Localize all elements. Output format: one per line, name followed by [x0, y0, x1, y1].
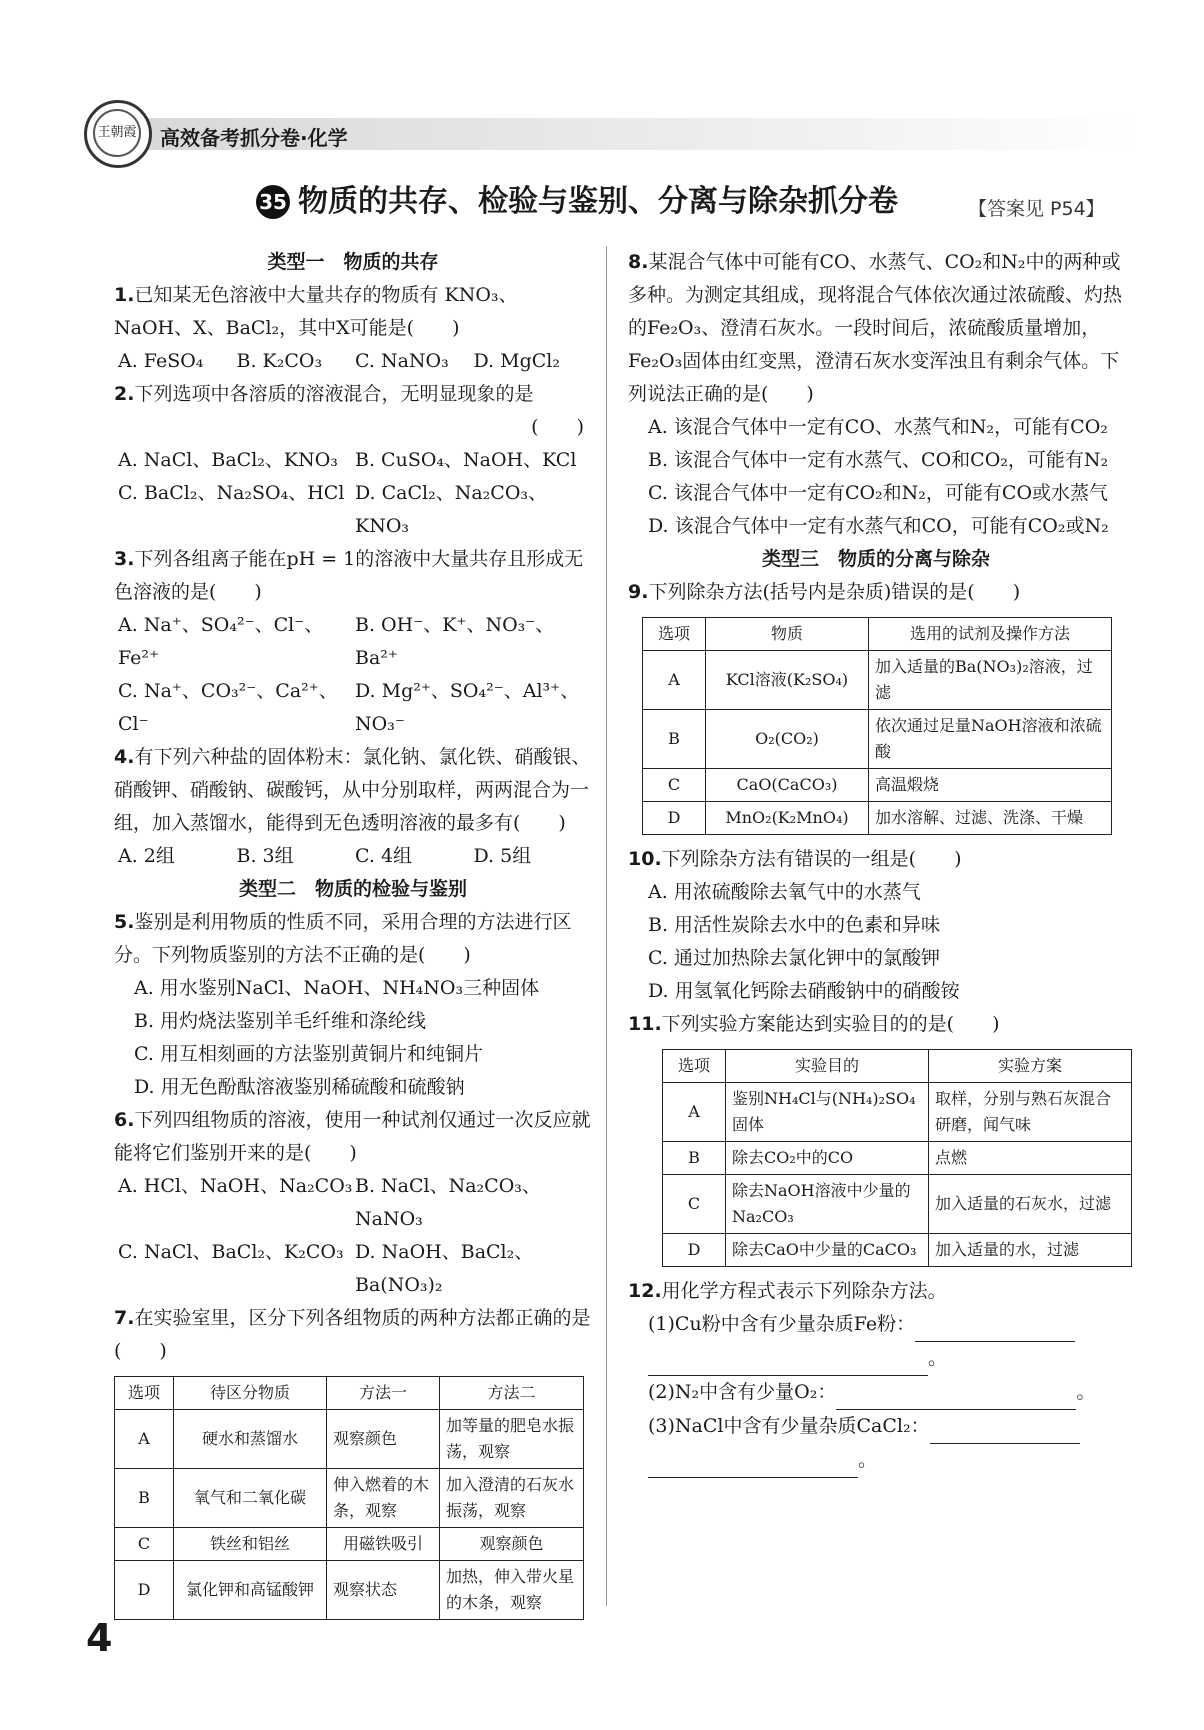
table-cell: 取样，分别与熟石灰混合研磨，闻气味 [929, 1083, 1132, 1142]
sub-question-1-cont [628, 1342, 1124, 1376]
option-a[interactable]: A. NaCl、BaCl₂、KNO₃ [118, 449, 338, 471]
sub-question-1 [628, 1308, 1124, 1342]
option-b[interactable]: B. 用灼烧法鉴别羊毛纤维和涤纶线 [134, 1010, 427, 1032]
section-heading: 类型三 物质的分离与除杂 [761, 548, 990, 570]
option-b[interactable]: B. CuSO₄、NaOH、KCl [355, 449, 577, 471]
table-cell: D [115, 1561, 174, 1620]
option-d[interactable]: D. NaOH、BaCl₂、Ba(NO₃)₂ [355, 1241, 534, 1296]
table-header: 实验目的 [726, 1050, 929, 1083]
title-number: 35 [256, 185, 290, 219]
question-number: 3. [114, 548, 135, 570]
question-text: 在实验室里，区分下列各组物质的两种方法都正确的是( ) [114, 1307, 591, 1362]
option-c[interactable]: C. NaCl、BaCl₂、K₂CO₃ [118, 1241, 344, 1263]
table-cell: C [643, 769, 706, 802]
option-b[interactable]: B. OH⁻、K⁺、NO₃⁻、Ba²⁺ [355, 614, 555, 669]
table-cell: 除去CaO中少量的CaCO₃ [726, 1234, 929, 1267]
page-title [256, 176, 898, 220]
question-2 [114, 378, 592, 543]
table-header: 选项 [115, 1377, 174, 1410]
table-row [663, 1083, 1132, 1142]
publisher-logo [84, 100, 152, 168]
question-number: 12. [628, 1280, 662, 1302]
answer-blank[interactable] [648, 1342, 928, 1376]
answer-paren: ( ) [531, 416, 584, 438]
sub-question-2 [628, 1376, 1124, 1410]
option-d[interactable]: D. 用氢氧化钙除去硝酸钠中的硝酸铵 [648, 980, 960, 1002]
question-6 [114, 1104, 592, 1302]
question-8 [628, 246, 1124, 543]
option-a[interactable]: A. FeSO₄ [118, 350, 204, 372]
table-row [115, 1528, 584, 1561]
options [114, 609, 592, 741]
option-d[interactable]: D. Mg²⁺、SO₄²⁻、Al³⁺、NO₃⁻ [355, 680, 580, 735]
table-cell: C [663, 1175, 726, 1234]
table-cell: 氯化钾和高锰酸钾 [174, 1561, 327, 1620]
question-number: 1. [114, 284, 135, 306]
answer-blank[interactable] [915, 1308, 1075, 1342]
table-cell: 铁丝和铝丝 [174, 1528, 327, 1561]
table-cell: B [115, 1469, 174, 1528]
table-cell: A [663, 1083, 726, 1142]
option-d[interactable]: D. 用无色酚酞溶液鉴别稀硫酸和硫酸钠 [134, 1076, 465, 1098]
table-cell: O₂(CO₂) [706, 710, 869, 769]
option-b[interactable]: B. K₂CO₃ [236, 350, 323, 372]
option-d[interactable]: D. CaCl₂、Na₂CO₃、KNO₃ [355, 482, 548, 537]
table-cell: 除去CO₂中的CO [726, 1142, 929, 1175]
table-cell: A [643, 651, 706, 710]
option-c[interactable]: C. 用互相刻画的方法鉴别黄铜片和纯铜片 [134, 1043, 483, 1065]
table-cell: 高温煅烧 [869, 769, 1112, 802]
sub-question-text: (2)N₂中含有少量O₂： [648, 1381, 837, 1403]
section-heading: 类型一 物质的共存 [267, 251, 439, 273]
table-cell: 观察状态 [327, 1561, 440, 1620]
table-header: 选项 [643, 618, 706, 651]
period: 。 [928, 1347, 948, 1369]
question-text: 有下列六种盐的固体粉末：氯化钠、氯化铁、硝酸银、硝酸钾、硝酸钠、碳酸钙，从中分别取样，两两混合为一组，加入蒸馏水，能得到无色透明溶液的最多有( ) [114, 746, 591, 834]
table-cell: D [643, 802, 706, 835]
table-cell: 加水溶解、过滤、洗涤、干燥 [869, 802, 1112, 835]
table-cell: KCl溶液(K₂SO₄) [706, 651, 869, 710]
question-text: 下列选项中各溶质的溶液混合，无明显现象的是 [134, 383, 534, 405]
sub-question-text: (3)NaCl中含有少量杂质CaCl₂： [648, 1415, 930, 1437]
question-text: 下列除杂方法(括号内是杂质)错误的是( ) [648, 581, 1021, 603]
table-cell: 观察颜色 [440, 1528, 584, 1561]
question-text: 用化学方程式表示下列除杂方法。 [661, 1280, 947, 1302]
q7-table [114, 1376, 584, 1620]
table-cell: 观察颜色 [327, 1410, 440, 1469]
question-number: 7. [114, 1307, 135, 1329]
table-cell: A [115, 1410, 174, 1469]
table-row [643, 769, 1112, 802]
table-cell: CaO(CaCO₃) [706, 769, 869, 802]
question-number: 6. [114, 1109, 135, 1131]
option-c[interactable]: C. 通过加热除去氯化钾中的氯酸钾 [648, 947, 940, 969]
question-12 [628, 1275, 1124, 1478]
sub-question-3-cont [628, 1444, 1124, 1478]
answer-blank[interactable] [930, 1410, 1080, 1444]
sub-question-3 [628, 1410, 1124, 1444]
table-cell: 除去NaOH溶液中少量的Na₂CO₃ [726, 1175, 929, 1234]
question-number: 4. [114, 746, 135, 768]
table-cell: D [663, 1234, 726, 1267]
question-9 [628, 576, 1124, 835]
table-header: 物质 [706, 618, 869, 651]
table-row [643, 710, 1112, 769]
options [114, 1170, 592, 1302]
question-number: 8. [628, 251, 649, 273]
question-10 [628, 843, 1124, 1008]
logo-text: 王朝霞 [93, 109, 141, 157]
option-d[interactable]: D. 5组 [473, 845, 532, 867]
table-header-row [643, 618, 1112, 651]
answer-blank[interactable] [836, 1376, 1076, 1410]
q11-table [662, 1049, 1132, 1267]
question-text: 下列各组离子能在pH = 1的溶液中大量共存且形成无色溶液的是( ) [114, 548, 584, 603]
option-a[interactable]: A. 用水鉴别NaCl、NaOH、NH₄NO₃三种固体 [134, 977, 540, 999]
table-cell: 加入适量的Ba(NO₃)₂溶液，过滤 [869, 651, 1112, 710]
table-cell: 硬水和蒸馏水 [174, 1410, 327, 1469]
table-row [115, 1561, 584, 1620]
question-4 [114, 741, 592, 873]
option-a[interactable]: A. Na⁺、SO₄²⁻、Cl⁻、Fe²⁺ [118, 614, 324, 669]
question-3 [114, 543, 592, 741]
period: 。 [858, 1449, 878, 1471]
answer-blank[interactable] [648, 1444, 858, 1478]
table-row [663, 1142, 1132, 1175]
table-header: 方法一 [327, 1377, 440, 1410]
table-row [115, 1469, 584, 1528]
option-a[interactable]: A. 用浓硫酸除去氧气中的水蒸气 [648, 881, 921, 903]
option-b[interactable]: B. NaCl、Na₂CO₃、NaNO₃ [355, 1175, 541, 1230]
question-number: 2. [114, 383, 135, 405]
q9-table [642, 617, 1112, 835]
option-c[interactable]: C. 该混合气体中一定有CO₂和N₂，可能有CO或水蒸气 [648, 482, 1109, 504]
question-number: 10. [628, 848, 662, 870]
question-text: 已知某无色溶液中大量共存的物质有 KNO₃、NaOH、X、BaCl₂，其中X可能是( ) [114, 284, 518, 339]
table-cell: 点燃 [929, 1142, 1132, 1175]
table-header: 待区分物质 [174, 1377, 327, 1410]
option-c[interactable]: C. 4组 [355, 845, 413, 867]
table-cell: B [643, 710, 706, 769]
table-cell: 氧气和二氧化碳 [174, 1469, 327, 1528]
question-number: 5. [114, 911, 135, 933]
question-text: 下列四组物质的溶液，使用一种试剂仅通过一次反应就能将它们鉴别开来的是( ) [114, 1109, 591, 1164]
question-number: 11. [628, 1013, 662, 1035]
table-cell: 加热，伸入带火星的木条，观察 [440, 1561, 584, 1620]
question-11 [628, 1008, 1124, 1267]
question-text: 某混合气体中可能有CO、水蒸气、CO₂和N₂中的两种或多种。为测定其组成，现将混合气体依次通过浓硫酸、灼热的Fe₂O₃、澄清石灰水。一段时间后，浓硫酸质量增加，Fe₂O₃固体由红变黑，澄清石灰水变浑浊且有剩余气体。下列说法正确的是( ) [628, 251, 1123, 405]
table-row [643, 651, 1112, 710]
question-7 [114, 1302, 592, 1620]
table-header-row [115, 1377, 584, 1410]
table-cell: 依次通过足量NaOH溶液和浓硫酸 [869, 710, 1112, 769]
page-number: 4 [86, 1616, 113, 1660]
question-text: 下列除杂方法有错误的一组是( ) [661, 848, 962, 870]
table-row [663, 1175, 1132, 1234]
table-cell: 伸入燃着的木条，观察 [327, 1469, 440, 1528]
table-cell: 加入适量的石灰水，过滤 [929, 1175, 1132, 1234]
table-header: 实验方案 [929, 1050, 1132, 1083]
question-text: 鉴别是利用物质的性质不同，采用合理的方法进行区分。下列物质鉴别的方法不正确的是( ) [114, 911, 572, 966]
table-cell: C [115, 1528, 174, 1561]
option-c[interactable]: C. BaCl₂、Na₂SO₄、HCl [118, 482, 345, 504]
table-header: 选用的试剂及操作方法 [869, 618, 1112, 651]
period: 。 [1076, 1381, 1096, 1403]
question-text: 下列实验方案能达到实验目的的是( ) [661, 1013, 1000, 1035]
option-b[interactable]: B. 3组 [236, 845, 294, 867]
table-cell: 鉴别NH₄Cl与(NH₄)₂SO₄固体 [726, 1083, 929, 1142]
question-number: 9. [628, 581, 649, 603]
table-cell: 用磁铁吸引 [327, 1528, 440, 1561]
table-row [115, 1410, 584, 1469]
table-header-row [663, 1050, 1132, 1083]
title-text: 物质的共存、检验与鉴别、分离与除杂抓分卷 [298, 184, 898, 219]
options [114, 840, 592, 873]
sub-question-text: (1)Cu粉中含有少量杂质Fe粉： [648, 1313, 916, 1335]
option-a[interactable]: A. 该混合气体中一定有CO、水蒸气和N₂，可能有CO₂ [648, 416, 1108, 438]
option-a[interactable]: A. HCl、NaOH、Na₂CO₃ [118, 1175, 353, 1197]
option-b[interactable]: B. 该混合气体中一定有水蒸气、CO和CO₂，可能有N₂ [648, 449, 1109, 471]
table-cell: 加入适量的水，过滤 [929, 1234, 1132, 1267]
option-c[interactable]: C. NaNO₃ [355, 350, 449, 372]
table-header: 方法二 [440, 1377, 584, 1410]
table-row [663, 1234, 1132, 1267]
options [114, 345, 592, 378]
table-row [643, 802, 1112, 835]
left-column [114, 246, 592, 1628]
option-d[interactable]: D. MgCl₂ [473, 350, 560, 372]
option-a[interactable]: A. 2组 [118, 845, 175, 867]
options [114, 444, 592, 543]
column-divider [606, 246, 607, 1606]
table-cell: 加等量的肥皂水振荡，观察 [440, 1410, 584, 1469]
section-heading: 类型二 物质的检验与鉴别 [238, 878, 467, 900]
option-d[interactable]: D. 该混合气体中一定有水蒸气和CO，可能有CO₂或N₂ [648, 515, 1109, 537]
question-1 [114, 279, 592, 378]
table-cell: MnO₂(K₂MnO₄) [706, 802, 869, 835]
question-5 [114, 906, 592, 1104]
option-b[interactable]: B. 用活性炭除去水中的色素和异味 [648, 914, 941, 936]
option-c[interactable]: C. Na⁺、CO₃²⁻、Ca²⁺、Cl⁻ [118, 680, 338, 735]
table-cell: B [663, 1142, 726, 1175]
table-header: 选项 [663, 1050, 726, 1083]
right-column [628, 246, 1124, 1478]
table-cell: 加入澄清的石灰水振荡，观察 [440, 1469, 584, 1528]
answer-reference: 【答案见 P54】 [968, 198, 1105, 220]
series-title: 高效备考抓分卷·化学 [160, 126, 348, 150]
